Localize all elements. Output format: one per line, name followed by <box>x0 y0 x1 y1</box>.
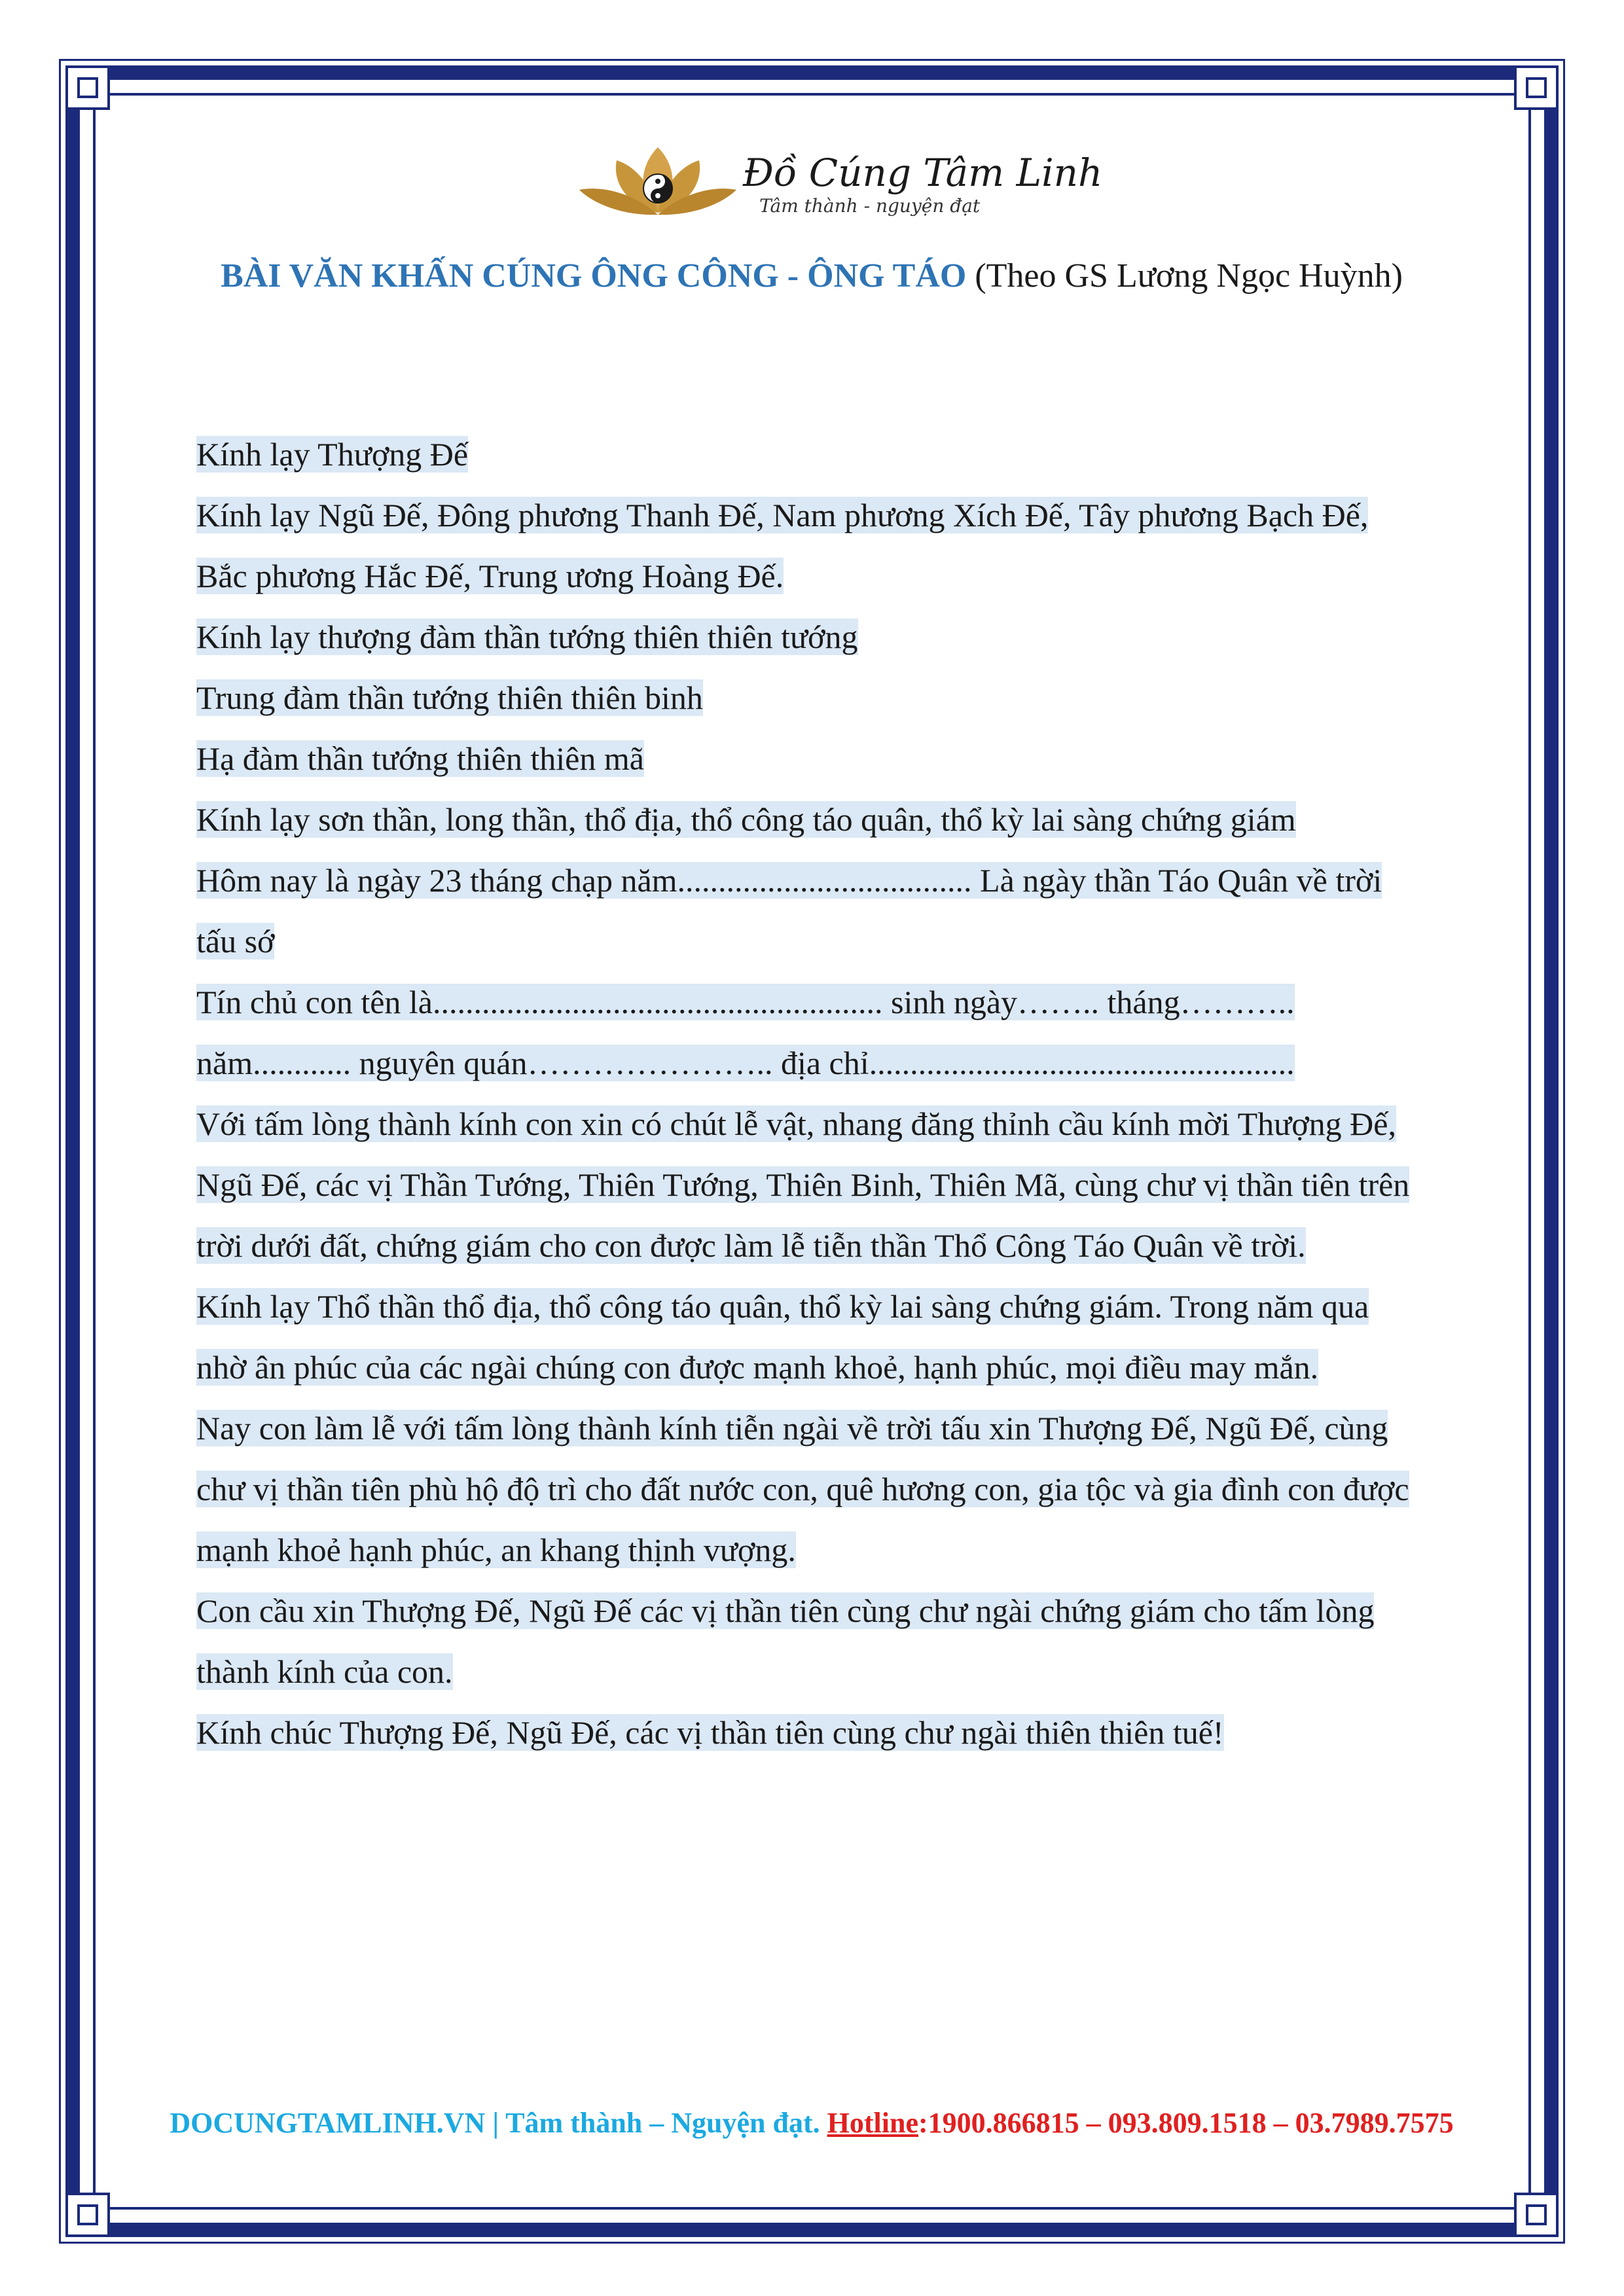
footer-site[interactable]: DOCUNGTAMLINH.VN | Tâm thành – Nguyện đạt. <box>170 2107 820 2139</box>
paragraph-text: Con cầu xin Thượng Đế, Ngũ Đế các vị thần tiên cùng chư ngài chứng giám cho tấm lòng thành kính của con. <box>196 1592 1375 1690</box>
footer-hotline-numbers: :1900.866815 – 093.809.1518 – 03.7989.7575 <box>918 2107 1454 2139</box>
page-title <box>157 245 1466 306</box>
border-corner-bottom-left <box>65 2193 110 2237</box>
lotus-icon <box>576 137 740 223</box>
paragraph <box>196 1702 1427 1763</box>
paragraph-text: Trung đàm thần tướng thiên thiên binh <box>196 679 703 716</box>
footer <box>157 2106 1466 2140</box>
paragraph-text: Tín chủ con tên là....................................................... sinh ngày…….. tháng……….. năm............ nguyên quán………………….. địa chỉ.................................................... <box>196 984 1295 1081</box>
paragraph-text: Kính lạy Ngũ Đế, Đông phương Thanh Đế, Nam phương Xích Đế, Tây phương Bạch Đế, Bắc phương Hắc Đế, Trung ương Hoàng Đế. <box>196 497 1369 594</box>
paragraph <box>196 1094 1427 1276</box>
paragraph-text: Kính lạy Thượng Đế <box>196 436 469 473</box>
paragraph-text: Kính lạy sơn thần, long thần, thổ địa, thổ công táo quân, thổ kỳ lai sàng chứng giám <box>196 801 1296 838</box>
title-main: BÀI VĂN KHẤN CÚNG ÔNG CÔNG - ÔNG TÁO <box>221 257 967 295</box>
paragraph-text: Với tấm lòng thành kính con xin có chút lễ vật, nhang đăng thỉnh cầu kính mời Thượng Đế, Ngũ Đế, các vị Thần Tướng, Thiên Tướng, Thiên Binh, Thiên Mã, cùng chư vị thần tiên trên trời dưới đất, chứng giám cho con được làm lễ tiễn thần Thổ Công Táo Quân về trời. <box>196 1105 1410 1264</box>
paragraph <box>196 607 1427 668</box>
border-corner-bottom-right <box>1514 2193 1559 2237</box>
paragraph <box>196 1581 1427 1702</box>
paragraph <box>196 728 1427 789</box>
logo-tagline: Tâm thành - nguyện đạt <box>759 195 981 217</box>
paragraph <box>196 424 1427 485</box>
paragraph <box>196 668 1427 728</box>
paragraph-text: Kính lạy Thổ thần thổ địa, thổ công táo quân, thổ kỳ lai sàng chứng giám. Trong năm qua nhờ ân phúc của các ngài chúng con được mạnh khoẻ, hạnh phúc, mọi điều may mắn. <box>196 1288 1369 1386</box>
border-corner-top-right <box>1514 65 1559 110</box>
paragraph-text: Kính chúc Thượng Đế, Ngũ Đế, các vị thần tiên cùng chư ngài thiên thiên tuế! <box>196 1714 1224 1751</box>
paragraph-text: Kính lạy thượng đàm thần tướng thiên thiên tướng <box>196 619 858 655</box>
title-source: (Theo GS Lương Ngọc Huỳnh) <box>975 257 1403 295</box>
paragraph-text: Nay con làm lễ với tấm lòng thành kính tiễn ngài về trời tấu xin Thượng Đế, Ngũ Đế, cùng chư vị thần tiên phù hộ độ trì cho đất nước con, quê hương con, gia tộc và gia đình con được mạnh khoẻ hạnh phúc, an khang thịnh vượng. <box>196 1410 1409 1568</box>
paragraph <box>196 1398 1427 1581</box>
paragraph <box>196 789 1427 850</box>
paragraph <box>196 850 1427 972</box>
logo <box>576 137 1103 223</box>
paragraph <box>196 485 1427 607</box>
footer-hotline-label[interactable]: Hotline <box>827 2107 918 2139</box>
paragraph-text: Hạ đàm thần tướng thiên thiên mã <box>196 740 644 777</box>
paragraph-text: Hôm nay là ngày 23 tháng chạp năm.................................... Là ngày thần Táo Quân về trời tấu sớ <box>196 862 1382 960</box>
paragraph <box>196 972 1427 1094</box>
logo-script-text: Đồ Cúng Tâm Linh <box>743 151 1103 195</box>
prayer-body <box>196 424 1427 1763</box>
border-corner-top-left <box>65 65 110 110</box>
paragraph <box>196 1276 1427 1398</box>
